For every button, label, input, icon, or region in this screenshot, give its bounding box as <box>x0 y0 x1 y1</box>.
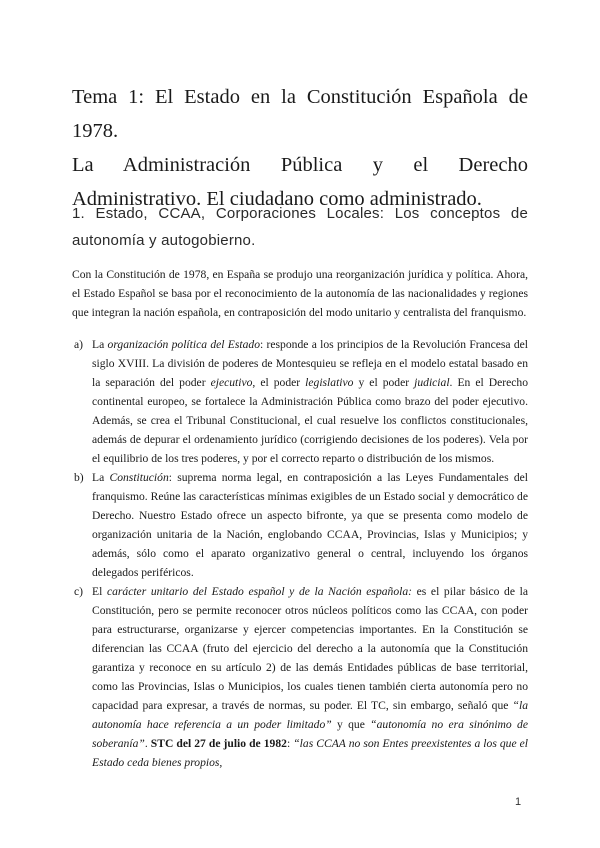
section-heading: 1. Estado, CCAA, Corporaciones Locales: Los conceptos de autonomía y autogobierno. <box>72 205 528 249</box>
text-run: : suprema norma legal, en contraposición a las Leyes Fundamentales del franquismo. Reúne las características mínimas exigibles de un Estado social y democrático de Derecho. Nuestro Estado ofrece un aspecto bifronte, ya que se presenta como modelo de organización unitaria de la Nación, englobando CCAA, Provincias, Islas y Municipios; y además, sólo como el aparato organizativo general o central, incluyendo los órganos delegados periféricos. <box>92 471 528 579</box>
list-marker: a) <box>74 338 84 351</box>
title-line-3: Administrativo. El ciudadano como administrado. <box>72 188 482 210</box>
text-run: . <box>144 737 151 750</box>
title-line-1: Tema 1: El Estado en la Constitución Española de 1978. <box>72 86 528 142</box>
text-run: y que <box>331 718 371 731</box>
italic-quote: “autonomía no era sinónimo de soberanía” <box>92 718 528 750</box>
italic-quote: “las CCAA no son Entes preexistentes a los que el Estado ceda bienes propios, <box>92 737 529 769</box>
text-run: La <box>92 471 110 484</box>
italic-term: carácter unitario del Estado español y de la Nación española: <box>106 585 413 598</box>
text-run: : responde a los principios de la Revolución Francesa del siglo XVIII. La división de poderes de Montesquieu se refleja en el modelo estatal basado en la separación del poder <box>92 338 528 389</box>
list-marker: b) <box>74 471 84 484</box>
item-list <box>72 335 528 772</box>
list-item-c <box>72 582 528 772</box>
title-line-2: La Administración Pública y el Derecho <box>72 154 528 176</box>
list-marker: c) <box>74 585 84 598</box>
italic-term: judicial <box>414 376 450 389</box>
document-title <box>72 80 528 216</box>
italic-quote: “la autonomía hace referencia a un poder limitado” <box>92 699 528 731</box>
italic-term: organización política del Estado <box>107 338 261 351</box>
text-run: La <box>92 338 108 351</box>
italic-term: ejecutivo <box>210 376 253 389</box>
intro-paragraph: Con la Constitución de 1978, en España se produjo una reorganización jurídica y política. Ahora, el Estado Español se basa por el reconocimiento de la autonomía de las nacionalidades y regiones que integran la nación española, en contraposición del modo unitario y centralista del franquismo. <box>72 268 528 319</box>
text-run: , el poder <box>252 376 306 389</box>
list-item-b <box>72 468 528 582</box>
italic-term: Constitución <box>109 471 169 484</box>
list-item-a <box>72 335 528 468</box>
text-run: es el pilar básico de la Constitución, pero se permite reconocer otros núcleos políticos como las CCAA, con poder para estructurarse, organizarse y ejercer competencias importantes. En la Constitución se diferencian las CCAA (fruto del ejercicio del derecho a la autonomía que la Constitución garantiza y reconoce en su artículo 2) de las demás Entidades públicas de base territorial, como las Provincias, Islas o Municipios, los cuales tienen también cierta autonomía pero no capacidad para expresar, a través de normas, su poder. El TC, sin embargo, señaló que <box>92 585 528 712</box>
bold-citation: STC del 27 de julio de 1982 <box>150 737 287 750</box>
text-run: El <box>92 585 107 598</box>
text-run: y el poder <box>353 376 415 389</box>
page-number: 1 <box>515 796 522 808</box>
italic-term: legislativo <box>305 376 354 389</box>
text-run: . En el Derecho continental europeo, se fortalece la Administración Pública como brazo del poder ejecutivo. Además, se crea el Tribunal Constitucional, el cual resuelve los conflictos constitucionales, además de depurar el ordenamiento jurídico (corrigiendo decisiones de los poderes). Vela por el equilibrio de los tres poderes, y por el correcto reparto o distribución de los mismos. <box>92 376 529 465</box>
text-run: : <box>286 737 294 750</box>
